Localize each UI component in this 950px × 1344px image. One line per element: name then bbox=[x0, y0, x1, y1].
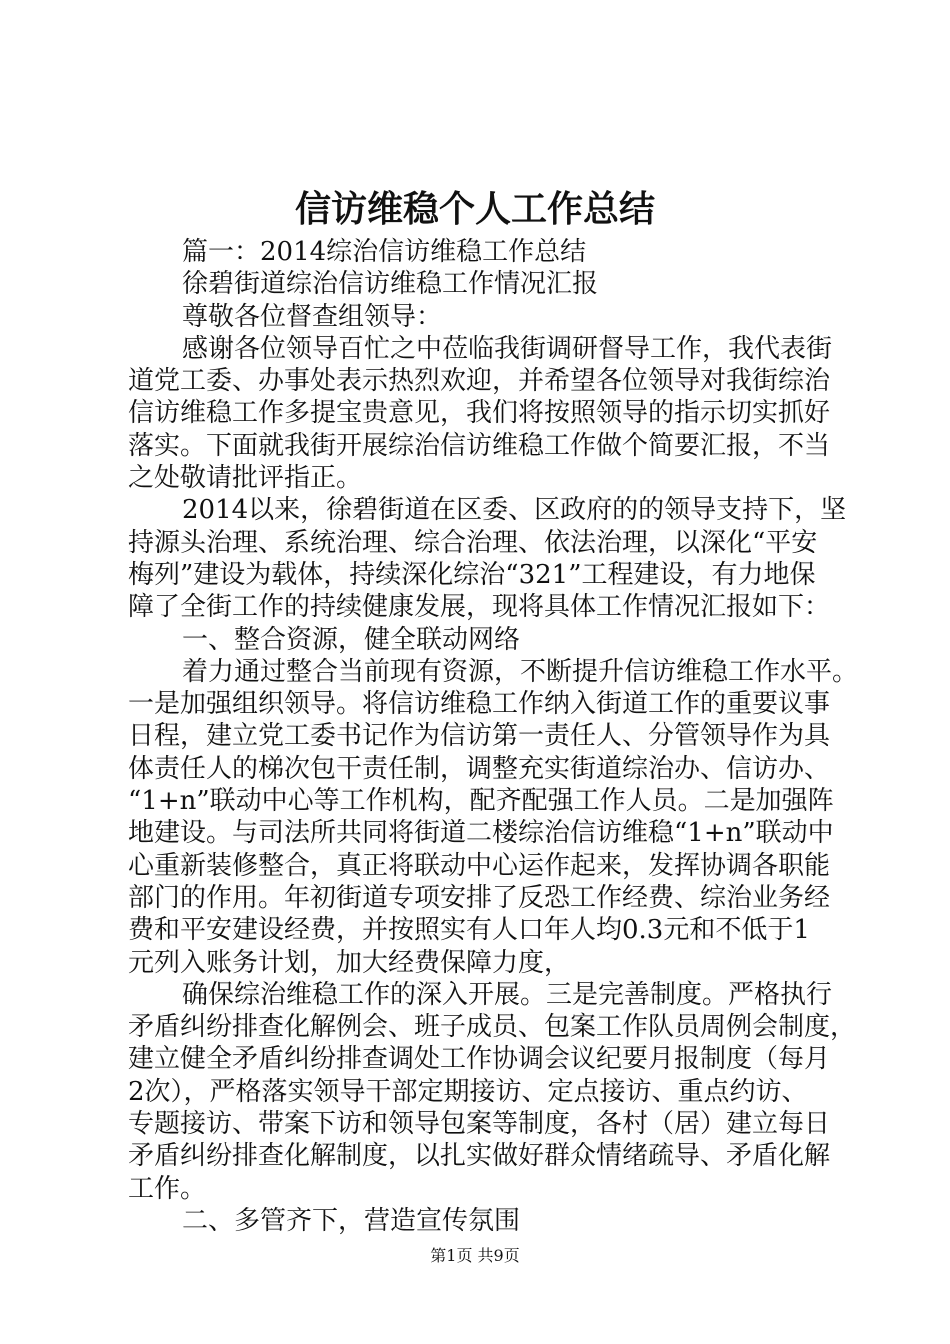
body-line: 矛盾纠纷排查化解制度，以扎实做好群众情绪疏导、矛盾化解 bbox=[128, 1141, 831, 1172]
body-line: 篇一：2014综治信访维稳工作总结 bbox=[182, 237, 587, 267]
body-line: 日程，建立党工委书记作为信访第一责任人、分管领导作为具 bbox=[128, 721, 831, 752]
body-line: 2014以来，徐碧街道在区委、区政府的的领导支持下，坚 bbox=[182, 495, 847, 526]
body-line: 费和平安建设经费，并按照实有人口年人均0.3元和不低于1 bbox=[128, 915, 810, 946]
body-line: 梅列”建设为载体，持续深化综治“321”工程建设，有力地保 bbox=[128, 559, 816, 590]
body-line: 心重新装修整合，真正将联动中心运作起来，发挥协调各职能 bbox=[128, 850, 831, 881]
body-line: 障了全街工作的持续健康发展，现将具体工作情况汇报如下： bbox=[128, 592, 831, 623]
body-line: 尊敬各位督查组领导： bbox=[182, 301, 443, 332]
body-line: 一、整合资源，健全联动网络 bbox=[182, 624, 521, 655]
body-line: 专题接访、带案下访和领导包案等制度，各村（居）建立每日 bbox=[128, 1109, 831, 1140]
document-title: 信访维稳个人工作总结 bbox=[294, 188, 655, 230]
body-line: 元列入账务计划，加大经费保障力度， bbox=[128, 947, 571, 978]
body-line: 落实。下面就我街开展综治信访维稳工作做个简要汇报，不当 bbox=[128, 430, 831, 461]
body-line: 确保综治维稳工作的深入开展。三是完善制度。严格执行 bbox=[182, 979, 833, 1010]
body-line: 矛盾纠纷排查化解例会、班子成员、包案工作队员周例会制度， bbox=[128, 1012, 857, 1043]
body-line: “1+n”联动中心等工作机构，配齐配强工作人员。二是加强阵 bbox=[128, 786, 834, 817]
body-line: 感谢各位领导百忙之中莅临我街调研督导工作，我代表街 bbox=[182, 333, 833, 364]
page-footer: 第1页 共9页 bbox=[430, 1246, 520, 1265]
body-line: 地建设。与司法所共同将街道二楼综治信访维稳“1+n”联动中 bbox=[128, 818, 834, 849]
body-line: 2次），严格落实领导干部定期接访、定点接访、重点约访、 bbox=[128, 1076, 808, 1107]
body-line: 二、多管齐下，营造宣传氛围 bbox=[182, 1205, 521, 1236]
body-line: 道党工委、办事处表示热烈欢迎，并希望各位领导对我街综治 bbox=[128, 366, 831, 397]
document-body bbox=[128, 236, 859, 1237]
body-line: 持源头治理、系统治理、综合治理、依法治理，以深化“平安 bbox=[128, 527, 818, 558]
body-line: 部门的作用。年初街道专项安排了反恐工作经费、综治业务经 bbox=[128, 882, 831, 913]
body-line: 工作。 bbox=[128, 1173, 207, 1204]
body-line: 徐碧街道综治信访维稳工作情况汇报 bbox=[182, 269, 599, 300]
body-line: 着力通过整合当前现有资源，不断提升信访维稳工作水平。 bbox=[182, 656, 859, 687]
body-line: 信访维稳工作多提宝贵意见，我们将按照领导的指示切实抓好 bbox=[128, 398, 831, 429]
body-line: 之处敬请批评指正。 bbox=[128, 463, 363, 494]
body-line: 体责任人的梯次包干责任制，调整充实街道综治办、信访办、 bbox=[128, 753, 831, 784]
body-line: 建立健全矛盾纠纷排查调处工作协调会议纪要月报制度（每月 bbox=[128, 1044, 831, 1075]
body-line: 一是加强组织领导。将信访维稳工作纳入街道工作的重要议事 bbox=[128, 689, 831, 720]
